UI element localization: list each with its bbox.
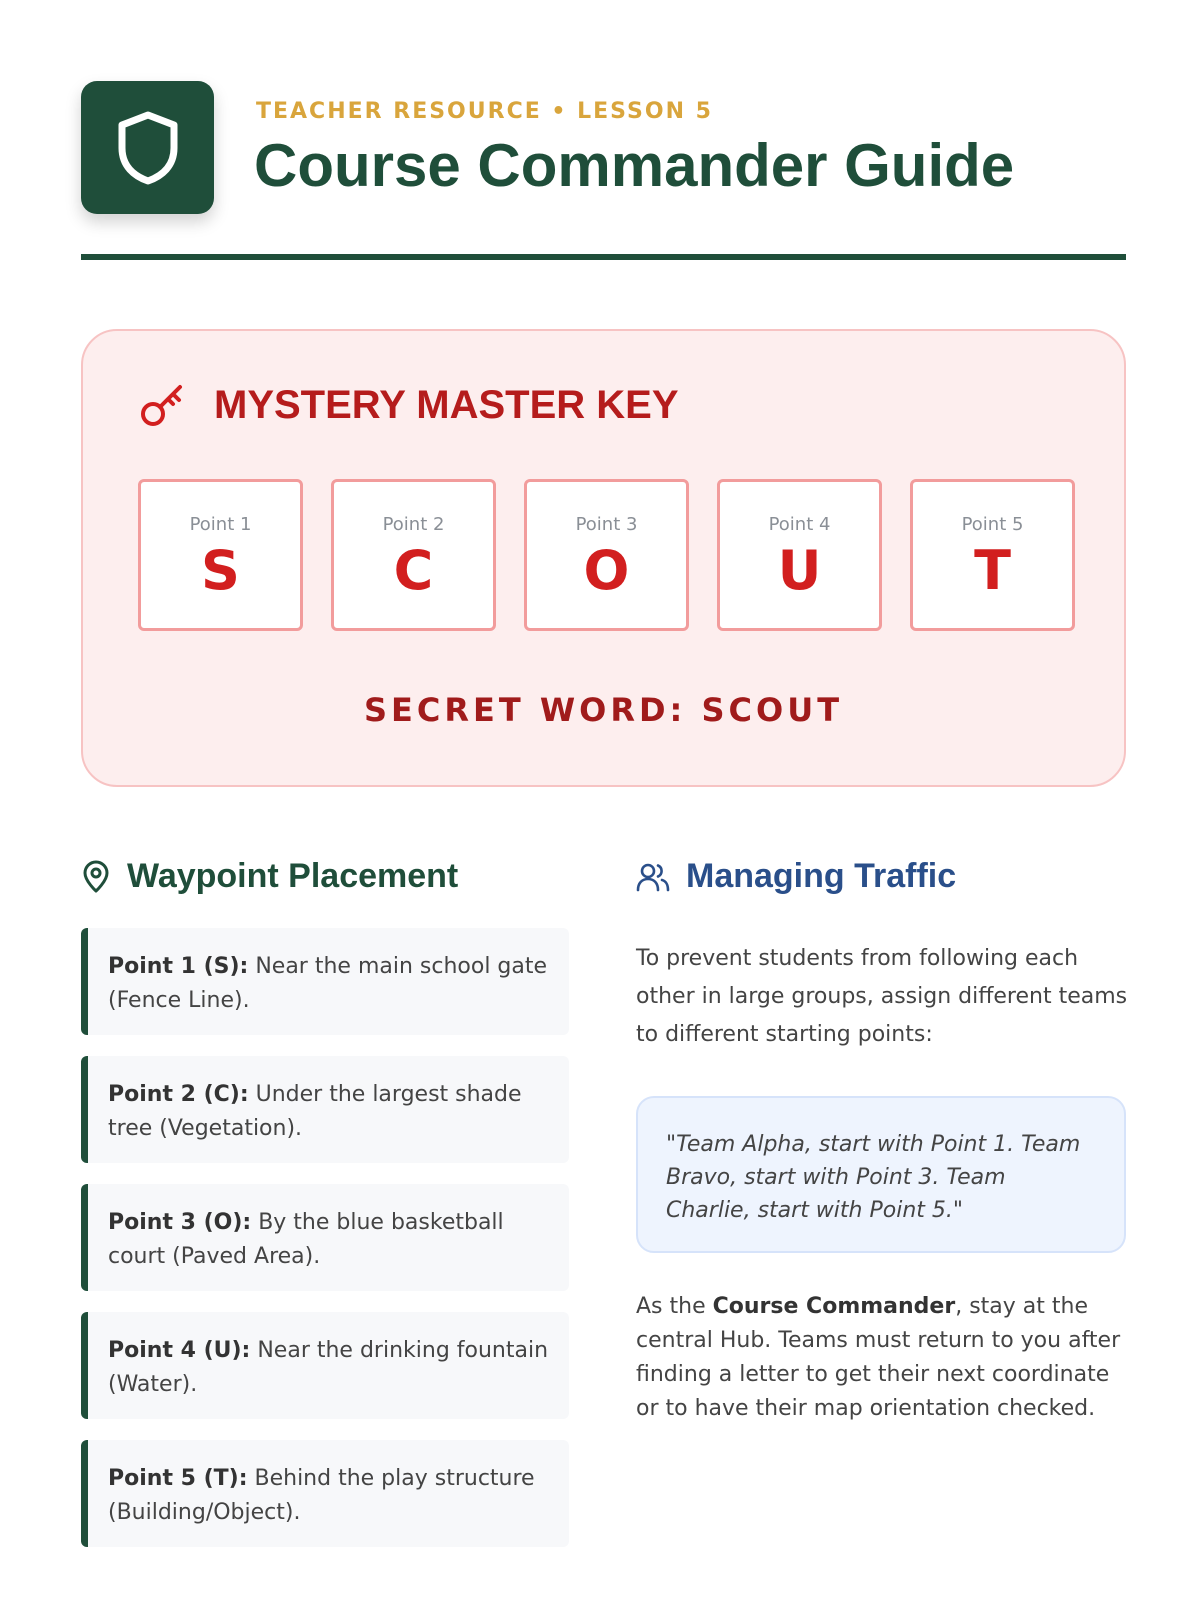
waypoint-text: By the blue basketball court (Paved Area). xyxy=(108,1210,504,1269)
traffic-heading-text: Managing Traffic xyxy=(686,857,957,895)
waypoint-item xyxy=(81,1440,569,1547)
waypoint-item xyxy=(81,928,569,1035)
secret-word: SECRET WORD: SCOUT xyxy=(363,691,844,729)
waypoint-text: Near the main school gate (Fence Line). xyxy=(108,954,548,1013)
letter-tile xyxy=(524,479,689,631)
commander-suffix: , stay at the central Hub. Teams must return to you after finding a letter to get their next coordinate or to have their map orientation checked. xyxy=(636,1294,1121,1421)
waypoint-heading xyxy=(81,857,458,896)
tile-point-label: Point 5 xyxy=(961,514,1024,535)
waypoint-heading-text: Waypoint Placement xyxy=(127,857,459,895)
traffic-intro: To prevent students from following each other in large groups, assign different teams to different starting points: xyxy=(636,946,1128,1047)
waypoint-item xyxy=(81,1056,569,1163)
tile-letter: O xyxy=(583,539,630,602)
tile-letter: C xyxy=(393,539,434,602)
waypoint-label: Point 4 (U): xyxy=(108,1338,251,1363)
waypoint-text: Under the largest shade tree (Vegetation). xyxy=(108,1082,522,1141)
map-pin-icon xyxy=(81,860,111,894)
letter-tile xyxy=(138,479,303,631)
traffic-heading xyxy=(636,857,956,896)
logo-badge xyxy=(81,81,214,214)
waypoint-label: Point 5 (T): xyxy=(108,1466,248,1491)
waypoint-label: Point 1 (S): xyxy=(108,954,249,979)
users-icon xyxy=(636,862,670,892)
team-assignment-quote: "Team Alpha, start with Point 1. Team Bravo, start with Point 3. Team Charlie, start with Point 5." xyxy=(636,1096,1126,1253)
master-key-card xyxy=(81,329,1126,787)
page-header xyxy=(81,81,1126,261)
letter-tile xyxy=(910,479,1075,631)
tile-point-label: Point 3 xyxy=(575,514,638,535)
header-divider xyxy=(81,254,1126,260)
shield-icon xyxy=(116,110,180,186)
tile-point-label: Point 2 xyxy=(382,514,445,535)
tile-point-label: Point 4 xyxy=(768,514,831,535)
waypoint-item xyxy=(81,1312,569,1419)
master-key-header xyxy=(138,381,679,429)
waypoint-item xyxy=(81,1184,569,1291)
letter-tile xyxy=(331,479,496,631)
letter-tiles xyxy=(138,479,1075,631)
letter-tile xyxy=(717,479,882,631)
commander-note xyxy=(636,1290,1130,1426)
commander-prefix: As the xyxy=(636,1294,713,1319)
waypoint-text: Behind the play structure (Building/Object). xyxy=(108,1466,535,1525)
waypoint-label: Point 2 (C): xyxy=(108,1082,249,1107)
tile-letter: T xyxy=(974,539,1011,602)
eyebrow-text: TEACHER RESOURCE • LESSON 5 xyxy=(256,99,713,124)
tile-letter: S xyxy=(201,539,240,602)
tile-point-label: Point 1 xyxy=(189,514,252,535)
tile-letter: U xyxy=(777,539,822,602)
commander-bold: Course Commander xyxy=(712,1294,956,1319)
master-key-title: MYSTERY MASTER KEY xyxy=(214,382,679,427)
waypoint-label: Point 3 (O): xyxy=(108,1210,252,1235)
key-icon xyxy=(138,381,186,429)
page-title: Course Commander Guide xyxy=(254,132,1015,199)
waypoint-list xyxy=(81,928,569,1568)
waypoint-text: Near the drinking fountain (Water). xyxy=(108,1338,549,1397)
